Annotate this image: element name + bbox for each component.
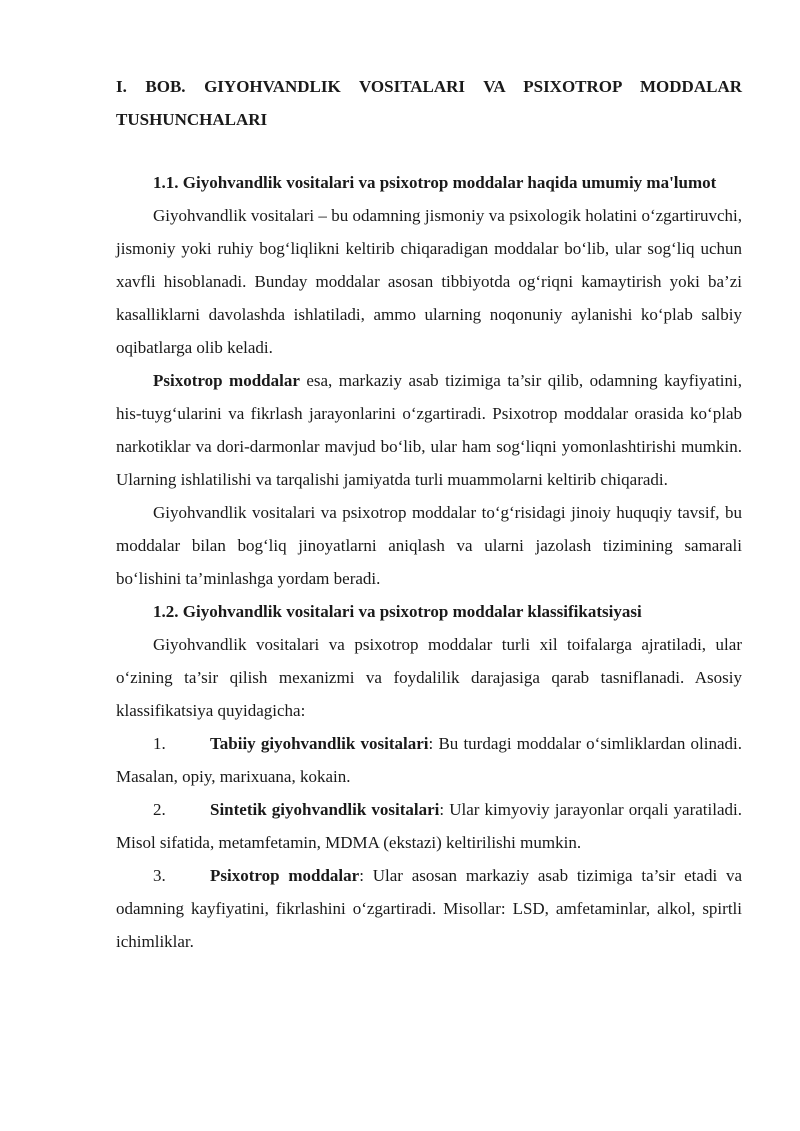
paragraph: Giyohvandlik vositalari va psixotrop moddalar to‘g‘risidagi jinoiy huquqiy tavsif, bu moddalar bilan bog‘liq jinoyatlarni aniqlash va ularni jazolash tizimining samarali bo‘lishini ta’minlashga yordam beradi.	[116, 503, 742, 588]
list-item-text: : Bu turdagi moddalar o‘simliklardan olinadi. Masalan, opiy, marixuana, kokain.	[116, 734, 742, 786]
list-number: 2.	[153, 800, 166, 819]
paragraph: Giyohvandlik vositalari – bu odamning jismoniy va psixologik holatini o‘zgartiruvchi, jismoniy yoki ruhiy bog‘liqlikni keltirib chiqaradigan moddalar bo‘lib, ular sog‘liq uchun xavfli hisoblanadi. Bunday moddalar asosan tibbiyotda og‘riqni kamaytirish yoki ba’zi kasalliklarni davolashda ishlatiladi, ammo ularning noqonuniy aylanishi ko‘plab salbiy oqibatlarga olib keladi.	[116, 206, 742, 357]
list-item	[116, 793, 742, 859]
list-item	[116, 859, 742, 958]
section-title-1-1: 1.1. Giyohvandlik vositalari va psixotrop moddalar haqida umumiy ma'lumot	[153, 173, 717, 192]
list-item-text: : Ular asosan markaziy asab tizimiga ta’sir etadi va odamning kayfiyatini, fikrlashini o‘zgartiradi. Misollar: LSD, amfetaminlar, alkol, spirtli ichimliklar.	[116, 866, 743, 951]
spacer	[116, 136, 742, 166]
paragraph-text: esa, markaziy asab tizimiga ta’sir qilib, odamning kayfiyatini, his-tuyg‘ularini va fikrlash jarayonlarini o‘zgartiradi. Psixotrop moddalar orasida ko‘plab narkotiklar va dori-darmonlar mavjud bo‘lib, ular ham sog‘liqni yomonlashtirishi mumkin. Ularning ishlatilishi va tarqalishi jamiyatda turli muammolarni keltirib chiqaradi.	[116, 371, 742, 489]
list-number: 3.	[153, 866, 166, 885]
page-content	[116, 70, 742, 958]
list-item	[116, 727, 742, 793]
paragraph	[116, 364, 742, 496]
list-item-text: : Ular kimyoviy jarayonlar orqali yaratiladi. Misol sifatida, metamfetamin, MDMA (ekstazi) keltirilishi mumkin.	[116, 800, 742, 852]
paragraph: Giyohvandlik vositalari va psixotrop moddalar turli xil toifalarga ajratiladi, ular o‘zining ta’sir qilish mexanizmi va foydalilik darajasiga qarab tasniflanadi. Asosiy klassifikatsiya quyidagicha:	[116, 635, 742, 720]
bold-term: Tabiiy giyohvandlik vositalari	[210, 734, 429, 753]
section-title-1-2: 1.2. Giyohvandlik vositalari va psixotrop moddalar klassifikatsiyasi	[153, 602, 642, 621]
bold-term: Psixotrop moddalar	[210, 866, 360, 885]
bold-term: Psixotrop moddalar	[153, 371, 300, 390]
list-number: 1.	[153, 734, 166, 753]
bold-term: Sintetik giyohvandlik vositalari	[210, 800, 440, 819]
chapter-title: I. BOB. GIYOHVANDLIK VOSITALARI VA PSIXOTROP MODDALAR TUSHUNCHALARI	[116, 77, 742, 129]
